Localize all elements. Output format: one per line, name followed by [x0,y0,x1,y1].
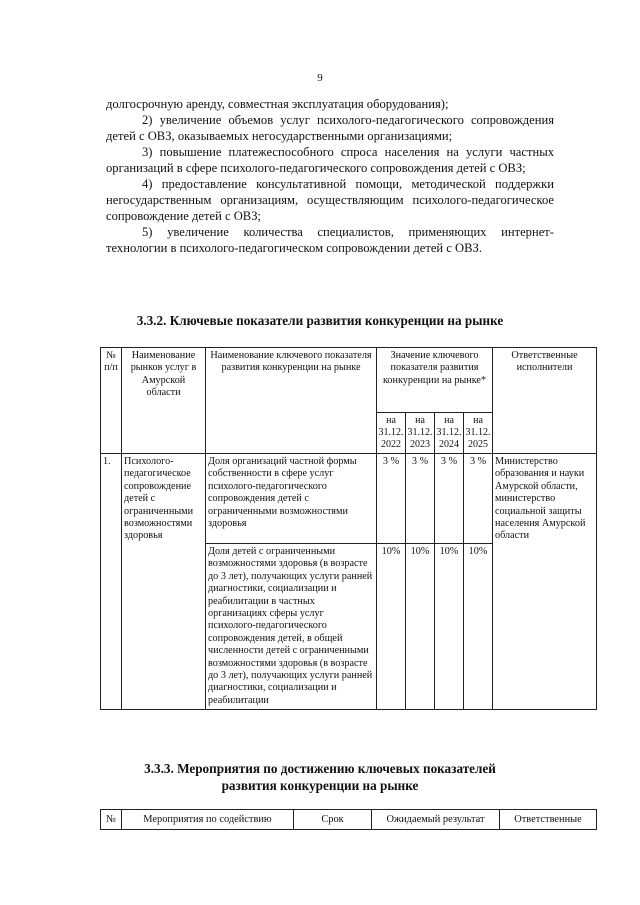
header-value: Значение ключевого показателя развития конкуренции на рынке* [377,348,493,413]
heading-line: развития конкуренции на рынке [221,778,419,793]
row-value: 3 % [406,454,435,544]
activities-table [100,809,597,830]
header-num: № [101,810,122,830]
paragraph: 5) увеличение количества специалистов, применяющих интернет-технологии в психолого-педагогическом сопровождении детей с ОВЗ. [106,225,554,255]
header-year: на 31.12. 2025 [464,413,493,454]
header-year: на 31.12. 2022 [377,413,406,454]
paragraph: 2) увеличение объемов услуг психолого-педагогического сопровождения детей с ОВЗ, оказываемых негосударственными организациями; [106,113,554,143]
header-num: № п/п [101,348,122,454]
table-row [101,454,597,544]
header-year: на 31.12. 2023 [406,413,435,454]
section-heading-3-3-3 [80,760,560,794]
paragraph: 4) предоставление консультативной помощи, методической поддержки негосударственным организациям, осуществляющим психолого-педагогическое сопровождение детей с ОВЗ; [106,177,554,223]
page-number: 9 [317,72,323,84]
kpi-table [100,347,597,710]
row-value: 3 % [435,454,464,544]
row-value: 3 % [464,454,493,544]
header-responsible: Ответственные [500,810,597,830]
heading-line: 3.3.3. Мероприятия по достижению ключевых показателей [144,761,496,776]
paragraph: долгосрочную аренду, совместная эксплуатация оборудования); [106,97,449,111]
row-value: 10% [435,544,464,710]
body-text [106,96,554,256]
row-value: 10% [406,544,435,710]
row-indicator: Доля организаций частной формы собственности в сфере услуг психолого-педагогического сопровождения детей с ограниченными возможностями здоровья [206,454,377,544]
header-responsible: Ответственные исполнители [493,348,597,454]
row-market: Психолого-педагогическое сопровождение детей с ограниченными возможностями здоровья [122,454,206,710]
row-value: 3 % [377,454,406,544]
header-term: Срок [294,810,372,830]
header-market: Наименование рынков услуг в Амурской области [122,348,206,454]
row-value: 10% [377,544,406,710]
section-heading-3-3-2: 3.3.2. Ключевые показатели развития конкуренции на рынке [136,313,504,328]
row-responsible: Министерство образования и науки Амурской области, министерство социальной защиты населения Амурской области [493,454,597,710]
header-activities: Мероприятия по содействию [122,810,294,830]
row-num: 1. [101,454,122,710]
paragraph: 3) повышение платежеспособного спроса населения на услуги частных организаций в сфере психолого-педагогического сопровождения детей с ОВЗ; [106,145,554,175]
header-year: на 31.12. 2024 [435,413,464,454]
row-value: 10% [464,544,493,710]
row-indicator: Доля детей с ограниченными возможностями здоровья (в возрасте до 3 лет), получающих услуги ранней диагностики, социализации и реабилитации в частных организациях сферы услуг психолого-педагогического сопровождения детей, в общей численности детей с ограниченными возможностями здоровья (в возрасте до 3 лет), получающих услуги ранней диагностики, социализации и реабилитации [206,544,377,710]
header-result: Ожидаемый результат [372,810,500,830]
header-indicator: Наименование ключевого показателя развития конкуренции на рынке [206,348,377,454]
